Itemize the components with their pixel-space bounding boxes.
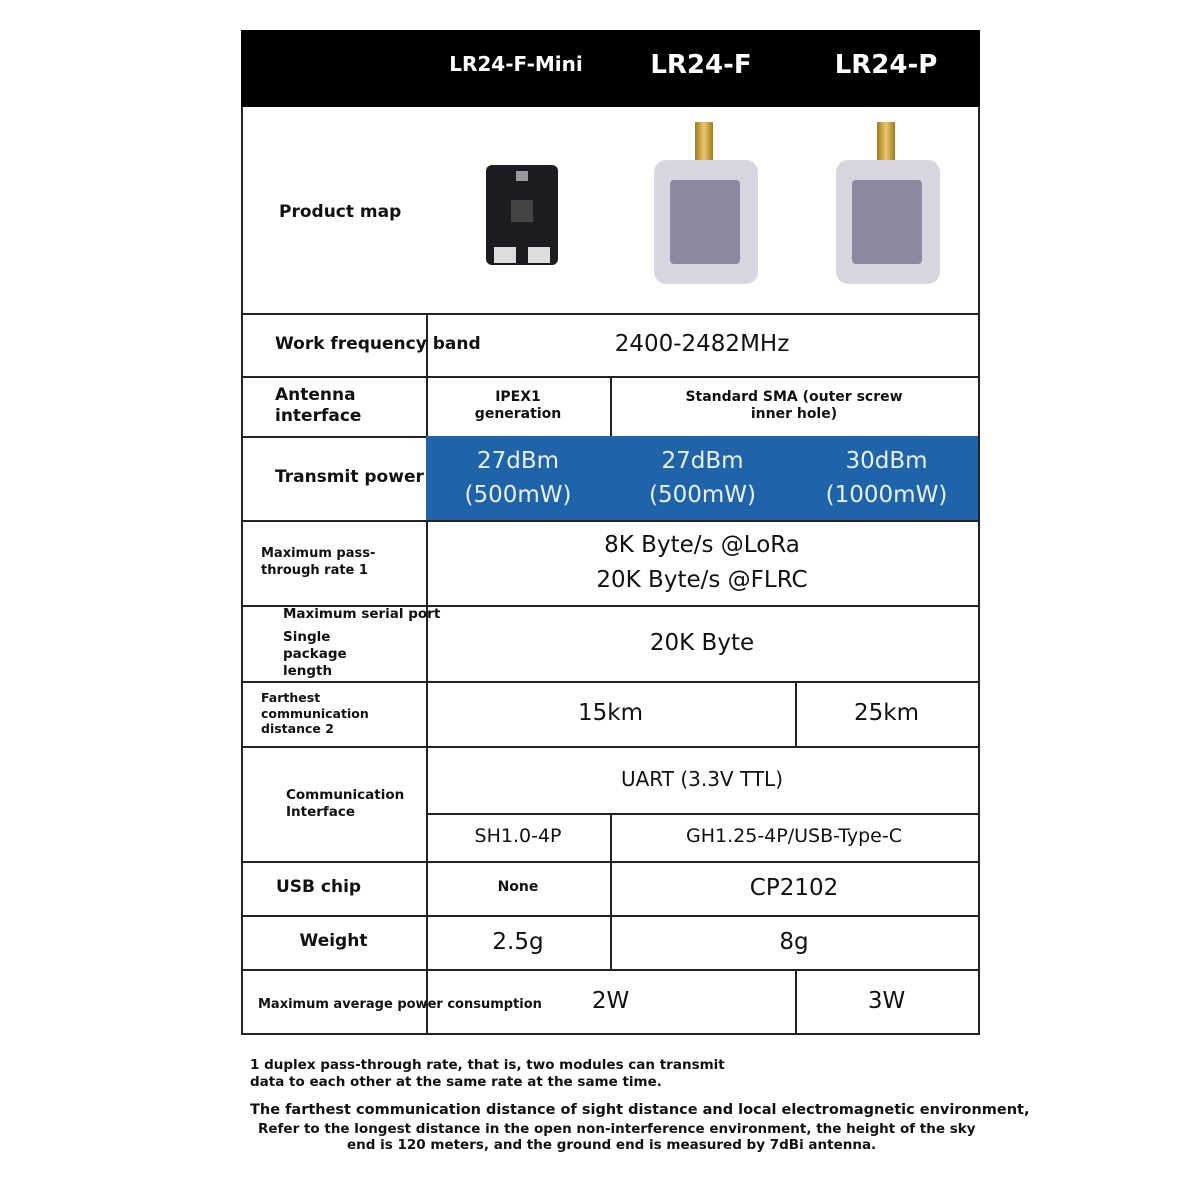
serial-label-2: Single package length bbox=[283, 629, 347, 679]
distance-label: Farthest communication distance 2 bbox=[241, 681, 428, 748]
model-lr24-f-mini: LR24-F-Mini bbox=[449, 52, 583, 76]
usb-label: USB chip bbox=[241, 861, 428, 917]
power-dbm: 27dBm bbox=[661, 447, 744, 474]
power-mw: (1000mW) bbox=[825, 482, 948, 508]
distance-f: 15km bbox=[426, 681, 797, 748]
serial-value: 20K Byte bbox=[426, 605, 980, 683]
power-f bbox=[610, 436, 797, 522]
comm-uart: UART (3.3V TTL) bbox=[426, 746, 980, 815]
consumption-f: 2W bbox=[426, 969, 797, 1035]
power-mini bbox=[426, 436, 612, 522]
consumption-p: 3W bbox=[795, 969, 980, 1035]
rate-lora: 8K Byte/s @LoRa bbox=[604, 532, 800, 558]
weight-mini: 2.5g bbox=[426, 915, 612, 971]
rate-value bbox=[426, 520, 980, 607]
serial-label bbox=[241, 605, 441, 683]
power-dbm: 27dBm bbox=[476, 447, 560, 474]
lr24-p-image bbox=[836, 160, 940, 284]
power-mw: (500mW) bbox=[649, 482, 756, 508]
comm-label: Communication Interface bbox=[241, 746, 428, 863]
comm-mini: SH1.0-4P bbox=[426, 813, 612, 863]
consumption-label: Maximum average power consumption bbox=[258, 997, 542, 1012]
model-lr24-f: LR24-F bbox=[650, 50, 752, 80]
antenna-mini: IPEX1 generation bbox=[426, 376, 612, 438]
power-p bbox=[795, 436, 980, 522]
sma-connector-icon bbox=[877, 122, 895, 162]
serial-label-1: Maximum serial port bbox=[283, 606, 441, 623]
antenna-label: Antenna interface bbox=[241, 376, 428, 438]
power-label: Transmit power bbox=[241, 436, 428, 522]
usb-other: CP2102 bbox=[610, 861, 980, 917]
model-lr24-p: LR24-P bbox=[834, 50, 938, 80]
distance-p: 25km bbox=[795, 681, 980, 748]
antenna-other: Standard SMA (outer screw inner hole) bbox=[610, 376, 980, 438]
footnote-2-detail: Refer to the longest distance in the open non-interference environment, the height of the sky bbox=[258, 1121, 976, 1137]
footnote-2-detail-2: end is 120 meters, and the ground end is measured by 7dBi antenna. bbox=[347, 1137, 877, 1153]
rate-flrc: 20K Byte/s @FLRC bbox=[596, 566, 808, 593]
comm-other: GH1.25-4P/USB-Type-C bbox=[610, 813, 980, 863]
power-dbm: 30dBm bbox=[845, 447, 928, 474]
footnote-1: 1 duplex pass-through rate, that is, two modules can transmit data to each other at the same rate at the same time. bbox=[250, 1057, 725, 1090]
freq-label: Work frequency band bbox=[241, 313, 428, 378]
weight-other: 8g bbox=[610, 915, 980, 971]
power-mw: (500mW) bbox=[464, 482, 572, 508]
table-header bbox=[241, 30, 980, 107]
lr24-f-mini-image bbox=[486, 165, 558, 265]
usb-mini: None bbox=[426, 861, 612, 917]
lr24-f-image bbox=[654, 160, 758, 284]
weight-label: Weight bbox=[241, 915, 428, 971]
product-map-label: Product map bbox=[241, 107, 980, 315]
rate-label: Maximum pass-through rate 1 bbox=[241, 520, 428, 607]
sma-connector-icon bbox=[695, 122, 713, 162]
footnote-2: The farthest communication distance of sight distance and local electromagnetic environment, bbox=[250, 1102, 1030, 1118]
freq-value: 2400-2482MHz bbox=[426, 313, 980, 378]
